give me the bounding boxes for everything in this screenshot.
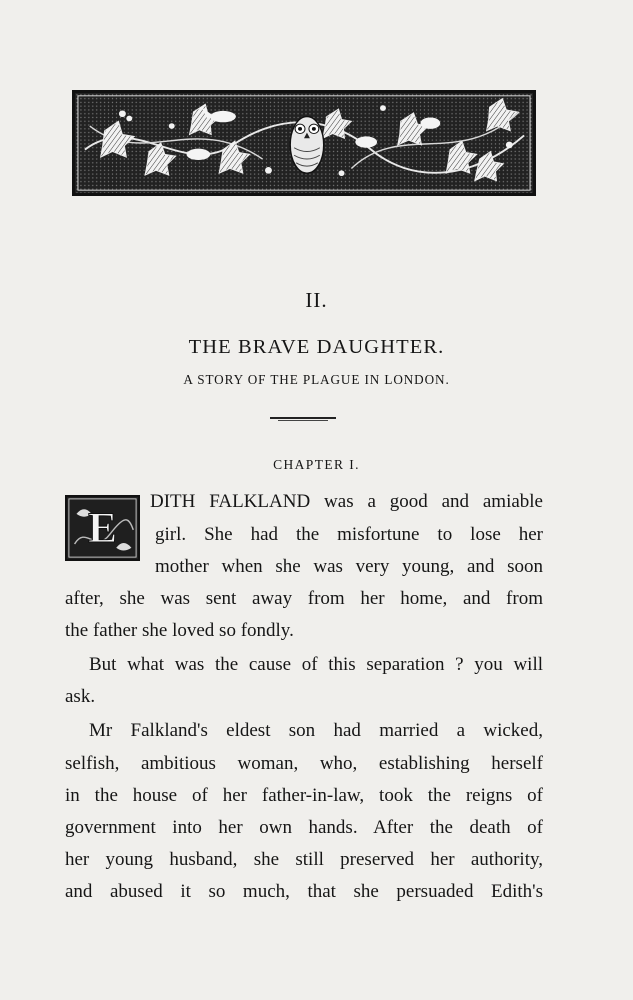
- paragraph-line: girl. She had the misfortune to lose her: [155, 524, 543, 545]
- paragraph-line: her young husband, she still preserved her authority,: [65, 849, 543, 870]
- paragraph-line: mother when she was very young, and soon: [155, 556, 543, 577]
- paragraph-line: But what was the cause of this separation ? you will: [89, 654, 543, 675]
- paragraph-line: the father she loved so fondly.: [65, 620, 294, 641]
- paragraph-line: selfish, ambitious woman, who, establishing herself: [65, 753, 543, 774]
- chapter-numeral: II.: [305, 288, 328, 312]
- svg-text:E: E: [87, 504, 118, 553]
- paragraph-line: after, she was sent away from her home, and from: [65, 588, 543, 609]
- paragraph-line: and abused it so much, that she persuaded Edith's: [65, 881, 543, 902]
- paragraph-line: DITH FALKLAND was a good and amiable: [150, 491, 543, 512]
- decorative-rule: [270, 417, 336, 421]
- paragraph-line: ask.: [65, 686, 96, 707]
- story-title: THE BRAVE DAUGHTER.: [188, 336, 445, 358]
- paragraph-line: government into her own hands. After the death of: [65, 817, 543, 838]
- dropcap-e-icon: [65, 495, 140, 561]
- chapter-label: CHAPTER I.: [273, 457, 360, 472]
- story-subtitle: A STORY OF THE PLAGUE IN LONDON.: [183, 372, 450, 387]
- paragraph-line: Mr Falkland's eldest son had married a wicked,: [89, 720, 543, 741]
- paragraph-line: in the house of her father-in-law, took the reigns of: [65, 785, 543, 806]
- headpiece-ornament-icon: [72, 90, 536, 196]
